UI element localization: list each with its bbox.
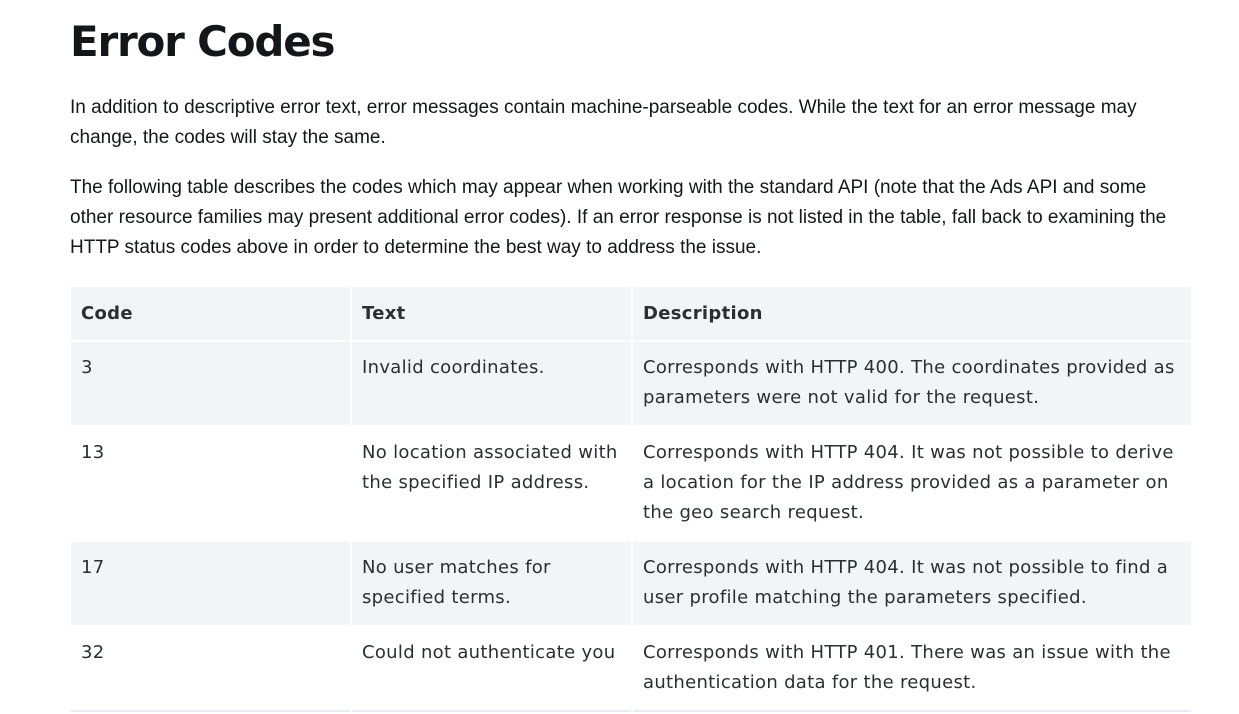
table-header-row (71, 287, 1191, 340)
cell-text: Invalid coordinates. (352, 342, 631, 425)
table-row (71, 427, 1191, 540)
column-header-text: Text (352, 287, 631, 340)
cell-description: Corresponds with HTTP 404. It was not possible to derive a location for the IP address provided as a parameter on the geo search request. (633, 427, 1191, 540)
cell-code: 3 (71, 342, 350, 425)
table-row (71, 627, 1191, 712)
main-content (70, 0, 1194, 693)
column-header-description: Description (633, 287, 1191, 340)
error-codes-table (69, 285, 1193, 714)
column-header-code: Code (71, 287, 350, 340)
table-row (71, 342, 1191, 425)
cell-description: Corresponds with HTTP 401. There was an issue with the authentication data for the request. (633, 627, 1191, 712)
intro-paragraph-1: In addition to descriptive error text, error messages contain machine-parseable codes. While the text for an error message may change, the codes will stay the same. (70, 97, 1137, 148)
cell-code: 17 (71, 542, 350, 625)
cell-code: 32 (71, 627, 350, 712)
cell-text: Could not authenticate you (352, 627, 631, 712)
cell-description: Corresponds with HTTP 400. The coordinates provided as parameters were not valid for the request. (633, 342, 1191, 425)
intro-paragraph-2: The following table describes the codes which may appear when working with the standard API (note that the Ads API and some other resource families may present additional error codes). If an error response is not listed in the table, fall back to examining the HTTP status codes above in order to determine the best way to address the issue. (70, 177, 1167, 258)
cell-text: No user matches for specified terms. (352, 542, 631, 625)
cell-description: Corresponds with HTTP 404. It was not possible to find a user profile matching the parameters specified. (633, 542, 1191, 625)
cell-code: 13 (71, 427, 350, 540)
cell-text: No location associated with the specified IP address. (352, 427, 631, 540)
table-row (71, 542, 1191, 625)
page-title: Error Codes (70, 17, 335, 66)
